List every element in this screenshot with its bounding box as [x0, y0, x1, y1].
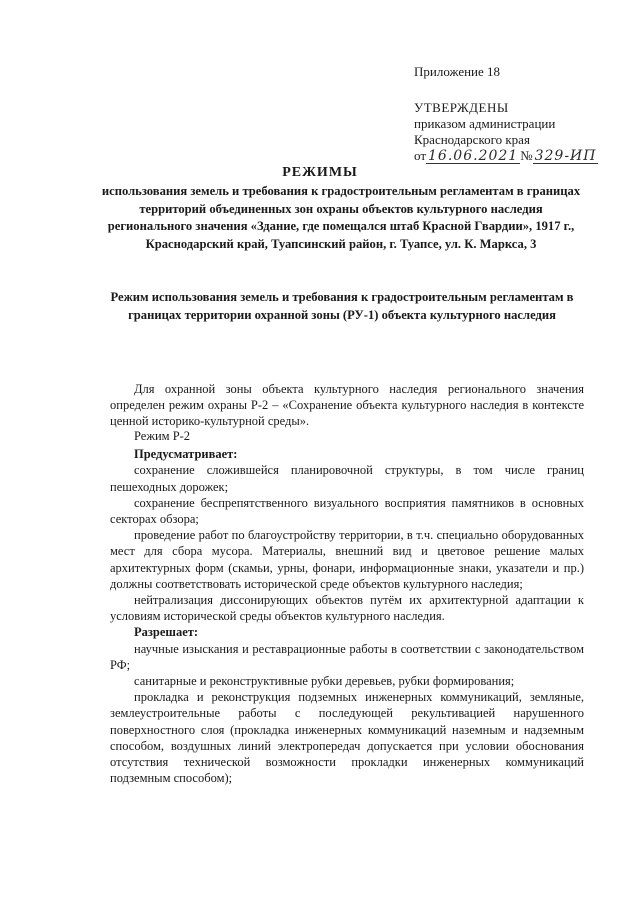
appendix-number: Приложение 18 [414, 64, 501, 79]
number-sign: № [520, 148, 533, 163]
intro-block [110, 381, 584, 430]
handwritten-number: 329-ИП [534, 148, 597, 164]
provides-item: проведение работ по благоустройству территории, в т.ч. специально оборудованных мест для сбора мусора. Материалы, внешний вид и цветовое решение малых архитектурных форм (скамьи, урны, фонари, информационные знаки, указатели и пр.) должны соответствовать исторической среде объектов культурного наследия; [110, 528, 584, 591]
provides-item: сохранение беспрепятственного визуального восприятия памятников в основных секторах обзора; [110, 495, 584, 527]
document-subtitle: использования земель и требования к градостроительным регламентам в границах территорий объединенных зон охраны объектов культурного наследия регионального значения «Здание, где помещался штаб Красной Гвардии», 1917 г., Краснодарский край, Туапсинский район, г. Туапсе, ул. К. Маркса, 3 [101, 184, 581, 251]
section-heading: Режим использования земель и требования к градостроительным регламентам в границах территории охранной зоны (РУ-1) объекта культурного наследия [110, 290, 574, 322]
approval-block [414, 64, 598, 164]
approval-line-2: Краснодарского края [414, 132, 530, 147]
intro-paragraph: Для охранной зоны объекта культурного наследия регионального значения определен режим охраны Р-2 – «Сохранение объекта культурного наследия в контексте ценной историко-культурной среды». [110, 382, 584, 429]
date-prefix: от [414, 148, 427, 163]
regime-label: Режим Р-2 [134, 429, 191, 443]
permits-label: Разрешает: [134, 625, 199, 640]
approval-line-1: приказом администрации [414, 116, 556, 131]
handwritten-date: 16.06.2021 [428, 148, 519, 164]
permits-item: санитарные и реконструктивные рубки деревьев, рубки формирования; [134, 674, 515, 689]
approved-heading: УТВЕРЖДЕНЫ [414, 100, 509, 115]
permits-item: прокладка и реконструкция подземных инженерных коммуникаций, земляные, землеустроительные работы с последующей рекультивацией нарушенного поверхностного слоя (прокладка инженерных коммуникаций наземным и надземным способом, воздушных линий электропередач допускается при условии обоснования отсутствия технической возможности прокладки инженерных коммуникаций подземным способом); [110, 690, 584, 786]
provides-item: сохранение сложившейся планировочной структуры, в том числе границ пешеходных дорожек; [110, 463, 584, 494]
provides-label: Предусматривает: [134, 447, 238, 462]
approval-date-line [414, 148, 598, 164]
permits-item: научные изыскания и реставрационные работы в соответствии с законодательством РФ; [110, 641, 584, 672]
regime-content [110, 428, 584, 786]
document-title: РЕЖИМЫ [282, 165, 358, 180]
provides-item: нейтрализация диссонирующих объектов путём их архитектурной адаптации к условиям исторической среды объектов культурного наследия. [110, 593, 584, 624]
